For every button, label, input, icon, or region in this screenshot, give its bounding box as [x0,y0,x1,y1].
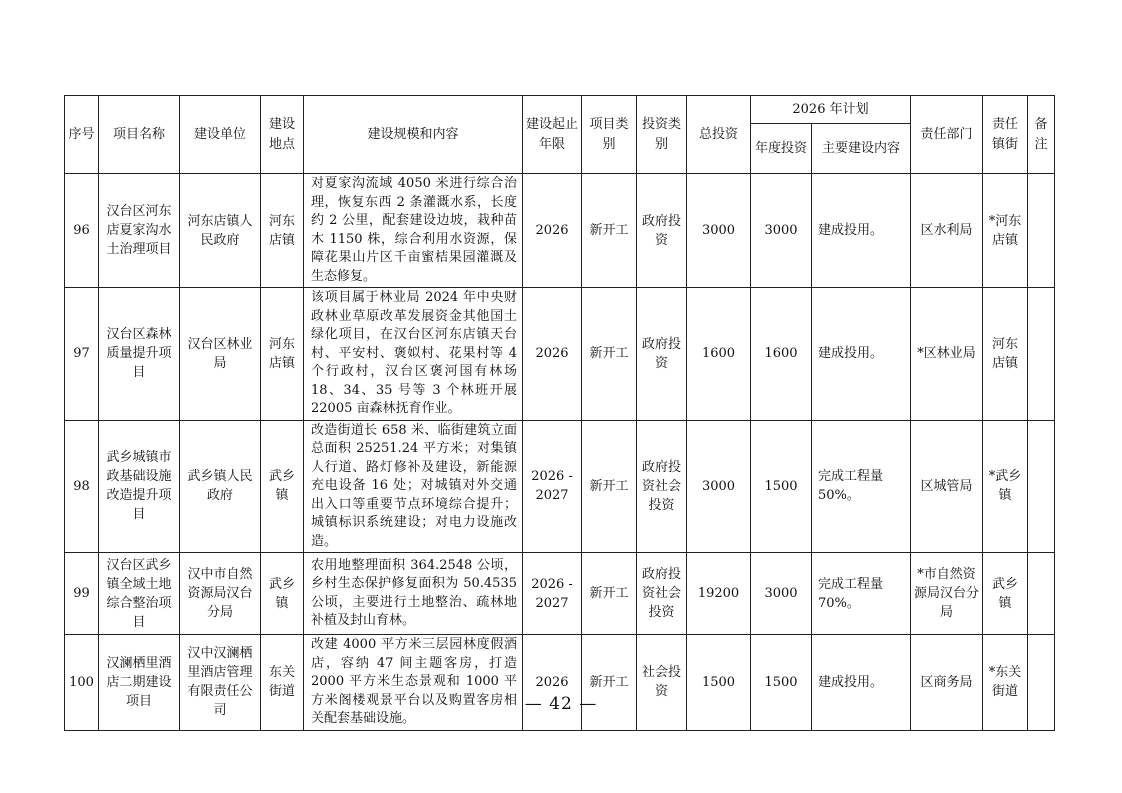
cell-invest-type: 政府投资社会投资 [637,553,687,635]
cell-unit: 汉台区林业局 [180,288,261,421]
cell-category: 新开工 [582,553,637,635]
cell-dept: 区商务局 [911,635,983,731]
header-invest-type: 投资类别 [637,96,687,174]
cell-main-content: 建成投用。 [812,288,911,421]
cell-scope: 改建 4000 平方米三层园林度假酒店，容纳 47 间主题客房，打造 2000 平方米生态景观和 1000 平方米阁楼观景平台以及购置客房相关配套基础设施。 [304,635,523,731]
cell-name: 武乡城镇市政基础设施改造提升项目 [99,420,180,553]
table-row [65,420,1055,553]
cell-invest-type: 社会投资 [637,635,687,731]
cell-name: 汉台区森林质量提升项目 [99,288,180,421]
cell-name: 汉台区武乡镇全域土地综合整治项目 [99,553,180,635]
cell-remark [1028,635,1055,731]
cell-location: 河东店镇 [261,174,304,288]
cell-seq: 97 [65,288,99,421]
cell-location: 武乡镇 [261,420,304,553]
cell-scope: 改造街道长 658 米、临街建筑立面总面积 25251.24 平方米；对集镇人行道、路灯修补及建设，新能源充电设备 16 处；对城镇对外交通出入口等重要节点环境综合提升；城镇标识系统建设；对电力设施改造。 [304,420,523,553]
header-total: 总投资 [687,96,751,174]
header-plan-group: 2026 年计划 [751,96,911,124]
cell-location: 东关街道 [261,635,304,731]
cell-invest-type: 政府投资社会投资 [637,420,687,553]
cell-dept: 区城管局 [911,420,983,553]
cell-total: 1500 [687,635,751,731]
cell-unit: 河东店镇人民政府 [180,174,261,288]
cell-name: 汉澜栖里酒店二期建设项目 [99,635,180,731]
cell-seq: 99 [65,553,99,635]
cell-annual: 3000 [751,553,812,635]
cell-unit: 汉中市自然资源局汉台分局 [180,553,261,635]
cell-period: 2026 - 2027 [523,553,582,635]
cell-scope: 农用地整理面积 364.2548 公顷，乡村生态保护修复面积为 50.4535 公顷，主要进行土地整治、疏林地补植及封山育林。 [304,553,523,635]
cell-total: 3000 [687,420,751,553]
table-header-row [65,96,1055,124]
cell-seq: 96 [65,174,99,288]
project-table-container [64,95,1055,731]
header-scope: 建设规模和内容 [304,96,523,174]
page-number: — 42 — [524,694,598,714]
cell-total: 1600 [687,288,751,421]
header-dept: 责任部门 [911,96,983,174]
table-row [65,553,1055,635]
cell-remark [1028,288,1055,421]
cell-main-content: 完成工程量 70%。 [812,553,911,635]
header-main-content: 主要建设内容 [812,124,911,174]
cell-seq: 98 [65,420,99,553]
header-street: 责任镇街 [983,96,1028,174]
header-period: 建设起止年限 [523,96,582,174]
cell-total: 3000 [687,174,751,288]
header-seq: 序号 [65,96,99,174]
cell-category: 新开工 [582,288,637,421]
cell-dept: 区水利局 [911,174,983,288]
cell-dept: *市自然资源局汉台分局 [911,553,983,635]
cell-annual: 1500 [751,420,812,553]
cell-remark [1028,553,1055,635]
cell-total: 19200 [687,553,751,635]
cell-unit: 武乡镇人民政府 [180,420,261,553]
cell-invest-type: 政府投资 [637,174,687,288]
cell-street: 河东店镇 [983,288,1028,421]
header-remark: 备注 [1028,96,1055,174]
cell-annual: 1500 [751,635,812,731]
cell-dept: *区林业局 [911,288,983,421]
cell-scope: 该项目属于林业局 2024 年中央财政林业草原改革发展资金其他国土绿化项目，在汉台区河东店镇天台村、平安村、褒姒村、花果村等 4 个行政村，汉台区褒河国有林场 18、34、35 号等 3 个林班开展 22005 亩森林抚育作业。 [304,288,523,421]
cell-name: 汉台区河东店夏家沟水土治理项目 [99,174,180,288]
cell-category: 新开工 [582,635,637,731]
table-row [65,288,1055,421]
header-name: 项目名称 [99,96,180,174]
header-annual: 年度投资 [751,124,812,174]
cell-period: 2026 - 2027 [523,420,582,553]
cell-street: *河东店镇 [983,174,1028,288]
cell-annual: 3000 [751,174,812,288]
cell-period: 2026 [523,288,582,421]
table-row [65,174,1055,288]
project-table [64,95,1055,731]
cell-invest-type: 政府投资 [637,288,687,421]
header-category: 项目类别 [582,96,637,174]
cell-location: 河东店镇 [261,288,304,421]
cell-period: 2026 [523,635,582,731]
cell-scope: 对夏家沟流域 4050 米进行综合治理，恢复东西 2 条灌溉水系，长度约 2 公里，配套建设边坡，栽种苗木 1150 株，综合利用水资源，保障花果山片区千亩蜜桔果园灌溉及生态修复。 [304,174,523,288]
header-unit: 建设单位 [180,96,261,174]
cell-unit: 汉中汉澜栖里酒店管理有限责任公司 [180,635,261,731]
cell-seq: 100 [65,635,99,731]
cell-remark [1028,174,1055,288]
cell-remark [1028,420,1055,553]
cell-category: 新开工 [582,174,637,288]
header-location: 建设地点 [261,96,304,174]
cell-main-content: 建成投用。 [812,174,911,288]
table-row [65,635,1055,731]
cell-location: 武乡镇 [261,553,304,635]
cell-street: 武乡镇 [983,553,1028,635]
cell-street: *武乡镇 [983,420,1028,553]
cell-annual: 1600 [751,288,812,421]
cell-period: 2026 [523,174,582,288]
cell-category: 新开工 [582,420,637,553]
cell-main-content: 完成工程量 50%。 [812,420,911,553]
cell-main-content: 建成投用。 [812,635,911,731]
cell-street: *东关街道 [983,635,1028,731]
